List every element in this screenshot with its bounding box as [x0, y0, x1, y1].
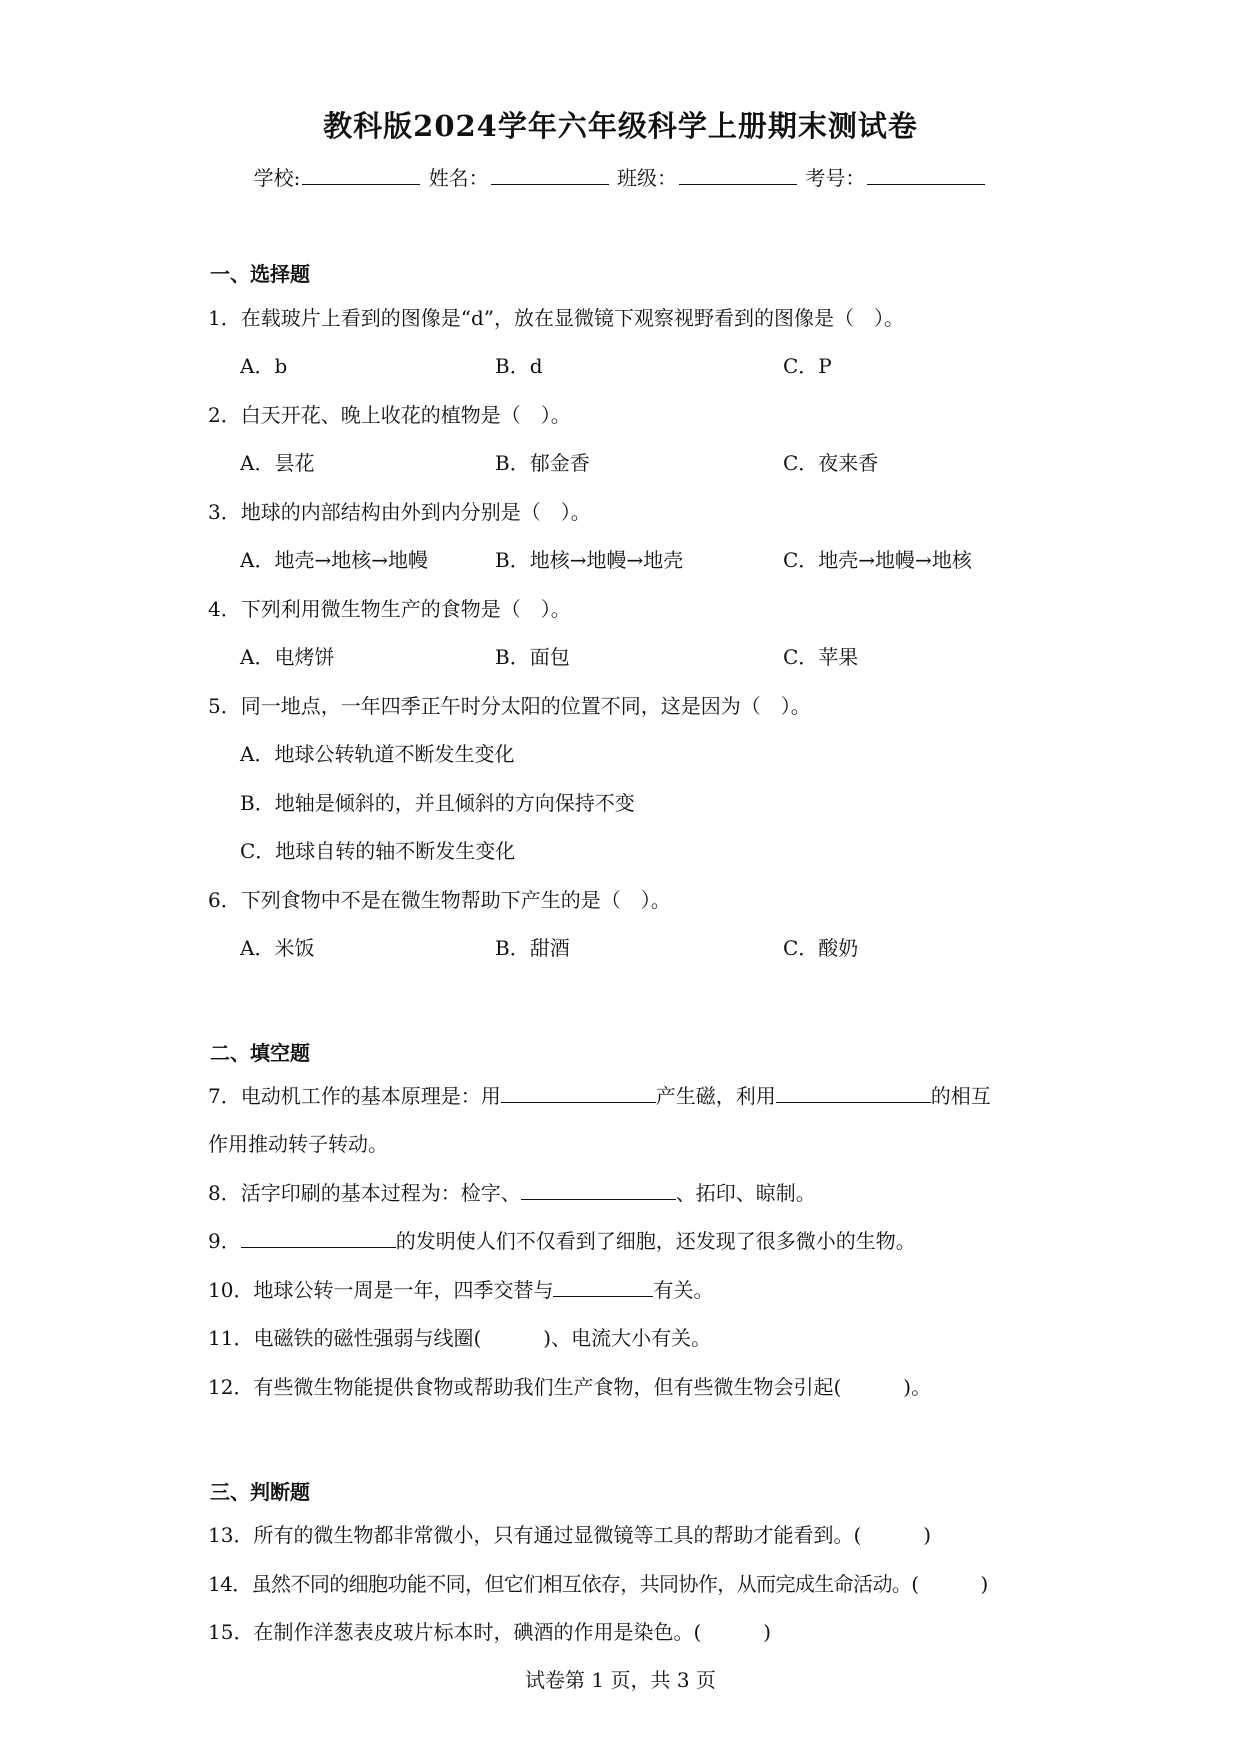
- q10-text-2: 有关。: [653, 1278, 714, 1302]
- q15-text-1: 15．在制作洋葱表皮玻片标本时，碘酒的作用是染色。(: [208, 1620, 702, 1644]
- question-9: [208, 1225, 916, 1254]
- question-12: [208, 1371, 931, 1400]
- question-14: [208, 1568, 988, 1597]
- question-6: 6．下列食物中不是在微生物帮助下产生的是（ ）。: [208, 888, 671, 912]
- q2-option-a: A．昙花: [240, 451, 315, 475]
- q4-option-b: B．面包: [495, 645, 570, 669]
- number-label: 考号：: [805, 166, 866, 190]
- q8-blank[interactable]: [521, 1179, 676, 1200]
- q8-text-1: 8．活字印刷的基本过程为：检字、: [208, 1181, 521, 1205]
- q3-option-c: C．地壳→地幔→地核: [783, 548, 972, 572]
- q3-option-b: B．地核→地幔→地壳: [495, 548, 684, 572]
- q14-text-2: ): [980, 1572, 988, 1596]
- q8-text-2: 、拓印、晾制。: [675, 1181, 816, 1205]
- section-heading-choice: 一、选择题: [210, 262, 310, 286]
- question-2: 2．白天开花、晚上收花的植物是（ ）。: [208, 403, 571, 427]
- section-heading-fill: 二、填空题: [210, 1041, 310, 1065]
- question-4: 4．下列利用微生物生产的食物是（ ）。: [208, 597, 571, 621]
- page-title: 教科版2024学年六年级科学上册期末测试卷: [323, 109, 918, 143]
- name-blank[interactable]: [491, 166, 609, 185]
- question-7: [208, 1080, 991, 1109]
- q12-text-2: )。: [903, 1375, 932, 1399]
- q9-text-2: 的发明使人们不仅看到了细胞，还发现了很多微小的生物。: [395, 1229, 916, 1253]
- school-blank[interactable]: [302, 166, 420, 185]
- q2-option-b: B．郁金香: [495, 451, 590, 475]
- question-15: [208, 1616, 771, 1645]
- question-13: [208, 1519, 931, 1548]
- question-10: [208, 1274, 713, 1303]
- q7-blank-2[interactable]: [776, 1082, 931, 1103]
- class-blank[interactable]: [679, 166, 797, 185]
- q3-option-a: A．地壳→地核→地幔: [240, 548, 428, 572]
- q7-text-2: 产生磁，利用: [655, 1084, 776, 1108]
- q1-option-a: A．b: [240, 354, 288, 378]
- q7-text-1: 7．电动机工作的基本原理是：用: [208, 1084, 501, 1108]
- q7-text-3: 的相互: [930, 1084, 991, 1108]
- q4-option-c: C．苹果: [783, 645, 859, 669]
- q7-blank-1[interactable]: [501, 1082, 656, 1103]
- question-11: [208, 1322, 711, 1351]
- q14-text-1: 14．虽然不同的细胞功能不同，但它们相互依存，共同协作，从而完成生命活动。(: [208, 1572, 919, 1596]
- q12-text-1: 12．有些微生物能提供食物或帮助我们生产食物，但有些微生物会引起(: [208, 1375, 842, 1399]
- name-label: 姓名：: [428, 166, 489, 190]
- q9-blank[interactable]: [241, 1227, 396, 1248]
- q2-option-c: C．夜来香: [783, 451, 879, 475]
- q5-option-c: C．地球自转的轴不断发生变化: [240, 839, 516, 863]
- q11-text-2: )、电流大小有关。: [543, 1326, 712, 1350]
- q6-option-b: B．甜酒: [495, 936, 570, 960]
- question-8: [208, 1177, 816, 1206]
- section-heading-judge: 三、判断题: [210, 1480, 310, 1504]
- class-label: 班级：: [617, 166, 678, 190]
- q1-option-b: B．d: [495, 354, 543, 378]
- page-footer: 试卷第 1 页，共 3 页: [525, 1668, 716, 1692]
- q13-text-2: ): [923, 1523, 932, 1547]
- q5-option-b: B．地轴是倾斜的，并且倾斜的方向保持不变: [240, 791, 635, 815]
- school-label: 学校:: [253, 166, 301, 190]
- q6-option-a: A．米饭: [240, 936, 315, 960]
- question-1: 1．在载玻片上看到的图像是“d”，放在显微镜下观察视野看到的图像是（ ）。: [208, 306, 904, 330]
- q9-text-1: 9．: [208, 1229, 241, 1253]
- q1-option-c: C．P: [783, 354, 832, 378]
- question-3: 3．地球的内部结构由外到内分别是（ ）。: [208, 500, 591, 524]
- q6-option-c: C．酸奶: [783, 936, 859, 960]
- q10-text-1: 10．地球公转一周是一年，四季交替与: [208, 1278, 554, 1302]
- q13-text-1: 13．所有的微生物都非常微小，只有通过显微镜等工具的帮助才能看到。(: [208, 1523, 862, 1547]
- q11-text-1: 11．电磁铁的磁性强弱与线圈(: [208, 1326, 482, 1350]
- q15-text-2: ): [763, 1620, 772, 1644]
- q5-option-a: A．地球公转轨道不断发生变化: [240, 742, 515, 766]
- student-info-line: [0, 162, 1241, 191]
- q10-blank[interactable]: [553, 1276, 653, 1297]
- question-5: 5．同一地点，一年四季正午时分太阳的位置不同，这是因为（ ）。: [208, 694, 811, 718]
- q4-option-a: A．电烤饼: [240, 645, 335, 669]
- question-7-continued: 作用推动转子转动。: [208, 1132, 388, 1156]
- number-blank[interactable]: [867, 166, 985, 185]
